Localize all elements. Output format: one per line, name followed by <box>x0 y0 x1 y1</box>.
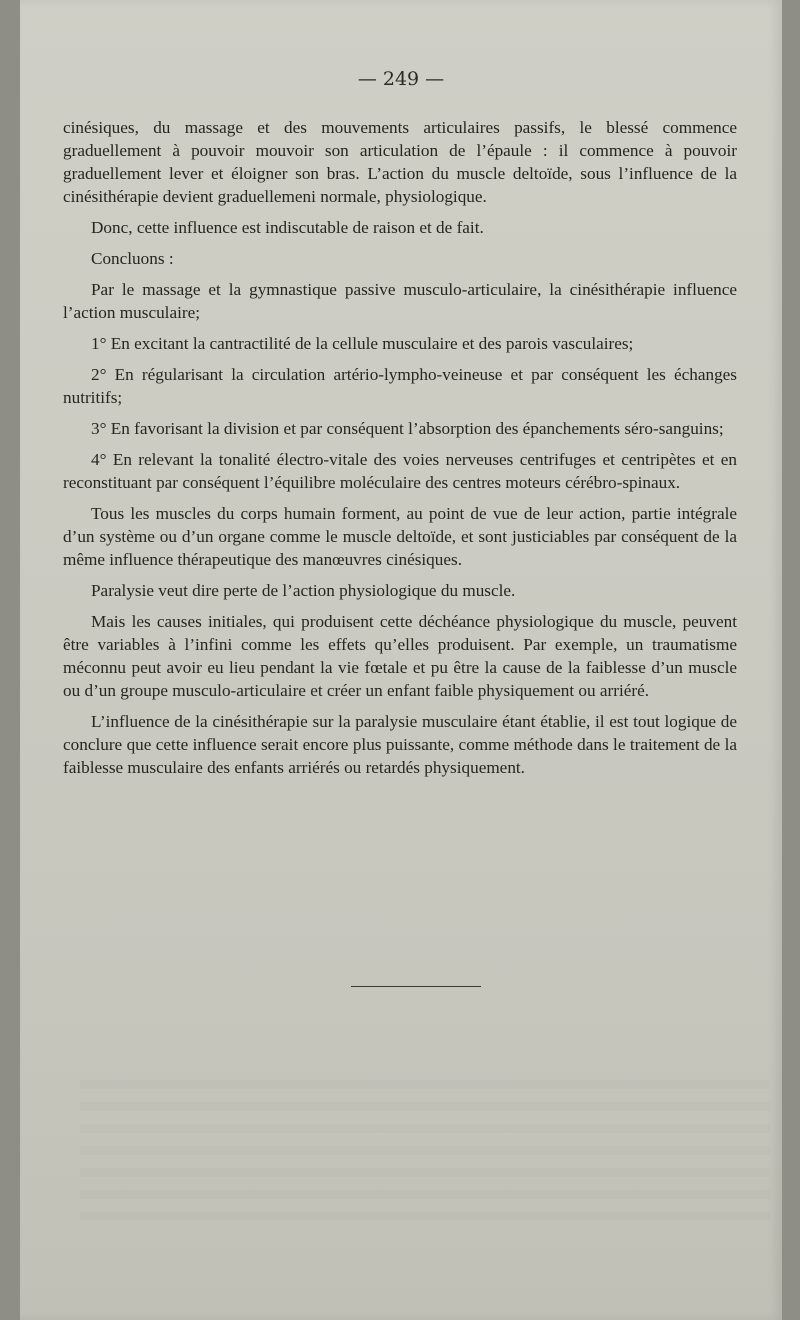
paragraph: Mais les causes initiales, qui produisent cette déchéance physiologique du muscle, peuvent être variables à l’infini comme les effets qu’elles produisent. Par exemple, un traumatisme méconnu peut avoir eu lieu pendant la vie fœtale et pu être la cause de la faiblesse d’un muscle ou d’un groupe musculo-articulaire et créer un enfant faible physiquement ou arriéré. <box>63 612 737 700</box>
body-text <box>63 116 737 787</box>
list-item-4: 4° En relevant la tonalité électro-vitale des voies nerveuses centrifuges et centripètes et en reconstituant par conséquent l’équilibre moléculaire des centres moteurs cérébro-spinaux. <box>63 450 737 492</box>
page-number: — 249 — <box>357 68 445 90</box>
list-item-2: 2° En régularisant la circulation artério-lympho-veineuse et par conséquent les échanges nutritifs; <box>63 365 737 407</box>
paragraph: Donc, cette influence est indiscutable de raison et de fait. <box>91 218 484 237</box>
paragraph: L’influence de la cinésithérapie sur la paralysie musculaire étant établie, il est tout logique de conclure que cette influence serait encore plus puissante, comme méthode dans le traitement de la faiblesse musculaire des enfants arriérés ou retardés physiquement. <box>63 712 737 777</box>
paragraph: Paralysie veut dire perte de l’action physiologique du muscle. <box>91 581 516 600</box>
list-item-1: 1° En excitant la cantractilité de la cellule musculaire et des parois vasculaires; <box>91 334 634 353</box>
paragraph: Concluons : <box>91 249 174 268</box>
book-page <box>20 0 782 1320</box>
paragraph: Tous les muscles du corps humain forment, au point de vue de leur action, partie intégrale d’un système ou d’un organe comme le muscle deltoïde, et sont justiciables par conséquent de la même influence thérapeutique des manœuvres cinésiques. <box>63 504 737 569</box>
paragraph: Par le massage et la gymnastique passive musculo-articulaire, la cinésithérapie influence l’action musculaire; <box>63 280 737 322</box>
paragraph-continuation: cinésiques, du massage et des mouvements articulaires passifs, le blessé commence graduellement à pouvoir mouvoir son articulation de l’épaule : il commence à pouvoir graduellement lever et éloigner son bras. L’action du muscle deltoïde, sous l’influence de la cinésithérapie devient graduellemeni normale, physiologique. <box>63 118 737 206</box>
section-end-rule <box>351 986 481 987</box>
show-through-texture <box>80 1080 770 1220</box>
list-item-3: 3° En favorisant la division et par conséquent l’absorption des épanchements séro-sanguins; <box>91 419 724 438</box>
